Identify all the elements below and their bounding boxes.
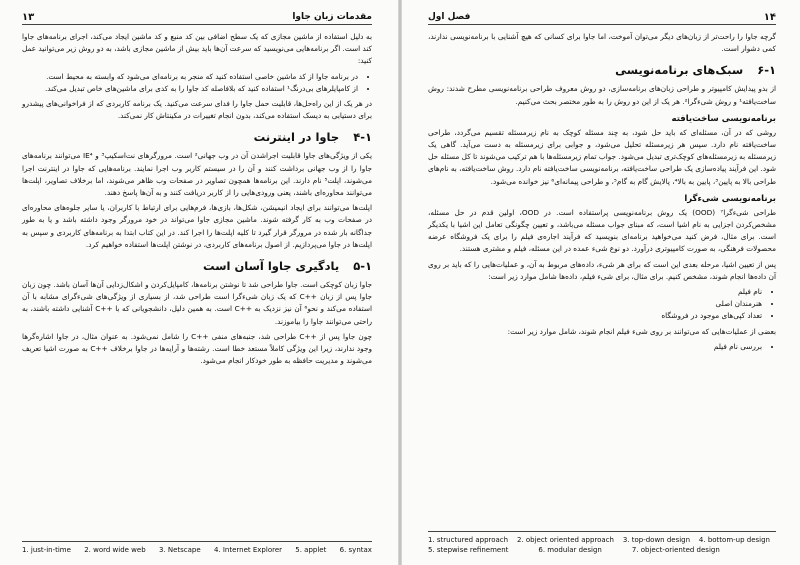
footnote: 5. applet: [295, 546, 327, 554]
left-page-header: [22, 10, 372, 25]
footnote: 7. object-oriented design: [631, 546, 720, 554]
section-number: ۶-۱: [757, 63, 776, 78]
paragraph: طراحی شیءگرا⁷ (OOD) یک روش برنامه‌نویسی پرا‌ستفاده است. در OOD، اولین قدم در حل مسئله، مشخص‌کردن اجزایی به نام اشیا است، که مبنای جواب مسئله می‌باشد، و تعیین چگونگی تعامل این اشیا با یکدیگر است. برای مثال، فرض کنید می‌خواهید برنامه‌ای بنویسید که فرآیند اجاره‌ی فیلم را برای یک فروشگاه عرضه محصولات فرهنگی، به صورت کامپیوتری درآورد. دو نوع شیء عمده در این مسئله، فیلم و مشتری هستند.: [428, 207, 776, 254]
right-page: [400, 0, 800, 565]
footnote: 1. structured approach: [428, 536, 509, 544]
right-page-body: [428, 31, 776, 353]
footnote-row: [428, 535, 776, 545]
right-page-header: [428, 10, 776, 25]
paragraph: بعضی از عملیات‌هایی که می‌توانند بر روی شیء فیلم انجام شوند، شامل موارد زیر است:: [507, 326, 776, 336]
bullet-list: [22, 71, 372, 95]
list-item: • بررسی نام فیلم: [428, 341, 762, 353]
section-title: یادگیری جاوا آسان است: [203, 259, 340, 274]
paragraph: روشی که در آن، مسئله‌ای که باید حل شود، به چند مسئله کوچک به نام زیرمسئله تقسیم می‌گردد، طراحی ساخت‌یافته نام دارد. سپس هر زیرمسئله تحلیل می‌شود، و جوابی برای زیرمسئله به دست می‌آید. گاهی یک زیرمسئله به زیرمسئله‌های کوچک‌تری تبدیل می‌شود. جواب تمام زیرمسئله‌ها با هم ترکیب می‌شوند تا کل مسئله حل شود. این فرآیند پیاده‌سازی یک طراحی ساخت‌یافته، برنامه‌نویسی ساخت‌یافته نام دارد. روش ساخت‌یافته، به نام‌های طراحی بالا به پایین³، پایین به بالا⁴، پالایش گام به گام⁵، و طراحی پیمانه‌ای⁶ نیز خوانده می‌شود.: [428, 127, 776, 186]
paragraph: از بدو پیدایش کامپیوتر و طراحی زبان‌های برنامه‌سازی، دو روش معروف طراحی برنامه‌نویسی مطرح شدند: روش ساخت‌یافته¹ و روش شیءگرا². هر یک از این دو روش را به طور مختصر بحث می‌کنیم.: [428, 84, 776, 106]
list-item: • از کامپایلرهای بی‌درنگ¹ استفاده کنید که بلافاصله کد جاوا را به کدی برای ماشین‌های خاص تبدیل می‌کند.: [22, 83, 358, 95]
paragraph: یکی از ویژگی‌های جاوا قابلیت اجراشدن آن در وب جهانی² است. مرورگرهای نت‌اسکیپ³ و IE⁴ می‌توانند برنامه‌های جاوا را از وب جهانی برداشت کنند و آن را در سیستم کاربر وب اجرا نمایند. برنامه‌هایی که جاوا در اینترنت اجرا می‌شوند، اپلت⁵ نام دارند. این برنامه‌ها همچون تصاویر در صفحات وب ظاهر می‌شوند، اما برخلاف تصاویر، اپلت‌ها می‌توانند محاوره‌ای باشند، یعنی ورودی‌هایی را از کاربر دریافت کنند و به آن‌ها پاسخ دهند.: [22, 151, 372, 198]
list-item: • تعداد کپی‌های موجود در فروشگاه: [428, 310, 762, 322]
section-heading: [22, 259, 372, 274]
list-item: • در برنامه جاوا از کد ماشین خاصی استفاده کنید که منجر به برنامه‌ای می‌شود که وابسته به محیط است.: [22, 71, 358, 83]
paragraph: در هر یک از این راه‌حل‌ها، قابلیت حمل جاوا را فدای سرعت می‌کنید. یک برنامه کاربردی که از فراخوانی‌های پیشدرو برای دستیابی به دیسک استفاده می‌کند، بدون انجام تغییرات در مکینتاش کار نمی‌کند.: [22, 99, 372, 121]
list-item: • نام فیلم: [428, 286, 762, 298]
footnote-row: [428, 545, 776, 555]
footnote: 3. top-down design: [622, 536, 691, 544]
paragraph: جاوا زبان کوچکی است. جاوا طراحی شد تا نوشتن برنامه‌ها، کامپایل‌کردن و اشکال‌زدایی آن‌ها آسان باشد. چون زبان جاوا پس از زبان ++C که یک زبان شیءگرا است طراحی شد، از بسیاری از ویژگی‌های شیءگرای مشابه با آن استفاده می‌کند و نحو⁶ آن نیز نزدیک به ++C است. به همین دلیل، دانشجویانی که با ++C آشنایی داشته باشند، به راحتی می‌توانند جاوا را بیاموزند.: [22, 280, 373, 326]
footnote: 4. bottom-up design: [698, 536, 770, 544]
footnote: 3. Netscape: [158, 546, 201, 554]
right-page-number: ۱۴: [763, 11, 776, 23]
paragraph: پس از تعیین اشیا، مرحله بعدی این است که برای هر شیء، داده‌های مربوط به آن، و عملیات‌هایی را که باید بر روی آن داده‌ها انجام شوند، مشخص کنیم. برای مثال، برای شیء فیلم، داده‌ها شامل موارد زیر است:: [428, 259, 776, 281]
bullet-list: [428, 286, 776, 323]
footnote: 2. object oriented approach: [516, 536, 614, 544]
left-page-body: [22, 31, 372, 367]
footnote: 4. Internet Explorer: [213, 546, 283, 554]
left-footnotes: [22, 541, 372, 555]
section-heading: [428, 63, 776, 78]
right-header-title: فصل اول: [428, 12, 471, 22]
section-heading: [22, 130, 372, 145]
section-number: ۵-۱: [353, 259, 372, 274]
list-item: • هنرمندان اصلی: [428, 298, 762, 310]
subsection-heading: برنامه‌نویسی ساخت‌یافته: [671, 113, 776, 124]
footnote: 2. word wide web: [84, 546, 146, 554]
left-page-number: ۱۳: [22, 11, 35, 23]
left-header-title: مقدمات زبان جاوا: [292, 12, 372, 22]
section-title: جاوا در اینترنت: [253, 130, 340, 145]
paragraph: چون جاوا پس از ++C طراحی شد، جنبه‌های منفی ++C را شامل نمی‌شود. به عنوان مثال، در جاوا اشاره‌گرها وجود ندارند، زیرا این ویژگی کاملاً مستعد خطا است. رشته‌ها و آرایه‌ها در جاوا برخلاف ++C به صورت اشیا تعریف می‌شوند و مدیریت حافظه به طور خودکار انجام می‌شود.: [22, 331, 372, 366]
footnote: 6. syntax: [339, 546, 372, 554]
footnote: 5. stepwise refinement: [428, 546, 509, 554]
bullet-list: [428, 341, 776, 353]
footnote: 6. modular design: [538, 546, 602, 554]
paragraph: به دلیل استفاده از ماشین مجازی که یک سطح اضافی بین کد منبع و کد ماشین ایجاد می‌کند، اجرای برنامه‌های جاوا کند است. اگر برنامه‌هایی می‌نویسید که سرعت آن‌ها باید بیش از ماشین مجازی باشد، به دو روش زیر می‌توانید عمل کنید:: [22, 32, 372, 66]
section-number: ۴-۱: [353, 130, 372, 145]
paragraph: گرچه جاوا را راحت‌تر از زبان‌های دیگر می‌توان آموخت، اما جاوا برای کسانی که هیچ آشنایی با برنامه‌نویسی ندارند، کمی دشوار است.: [428, 32, 776, 54]
footnote: 1. just-in-time: [22, 546, 71, 554]
paragraph: اپلت‌ها می‌توانند برای ایجاد انیمیشن، شکل‌ها، بازی‌ها، فرم‌هایی برای ارتباط با کاربران، یا سایر جلوه‌های محاوره‌ای در صفحات وب به کار گرفته شوند. ماشین مجازی جاوا می‌تواند در خود مرورگر وجود داشته باشد و یا به طور جداگانه بار شده در مرورگر قرار گیرد تا کلیه اپلت‌ها را اجرا کند. در این کتاب ابتدا به برنامه‌های کاربردی و سپس به اپلت‌ها در جاوا می‌پردازیم. از اصول برنامه‌های کاربردی، در نوشتن اپلت‌ها استفاده خواهیم کرد.: [22, 203, 372, 249]
section-title: سبک‌های برنامه‌نویسی: [615, 63, 744, 78]
right-footnotes: [428, 531, 776, 555]
subsection-heading: برنامه‌نویسی شیءگرا: [684, 193, 776, 204]
